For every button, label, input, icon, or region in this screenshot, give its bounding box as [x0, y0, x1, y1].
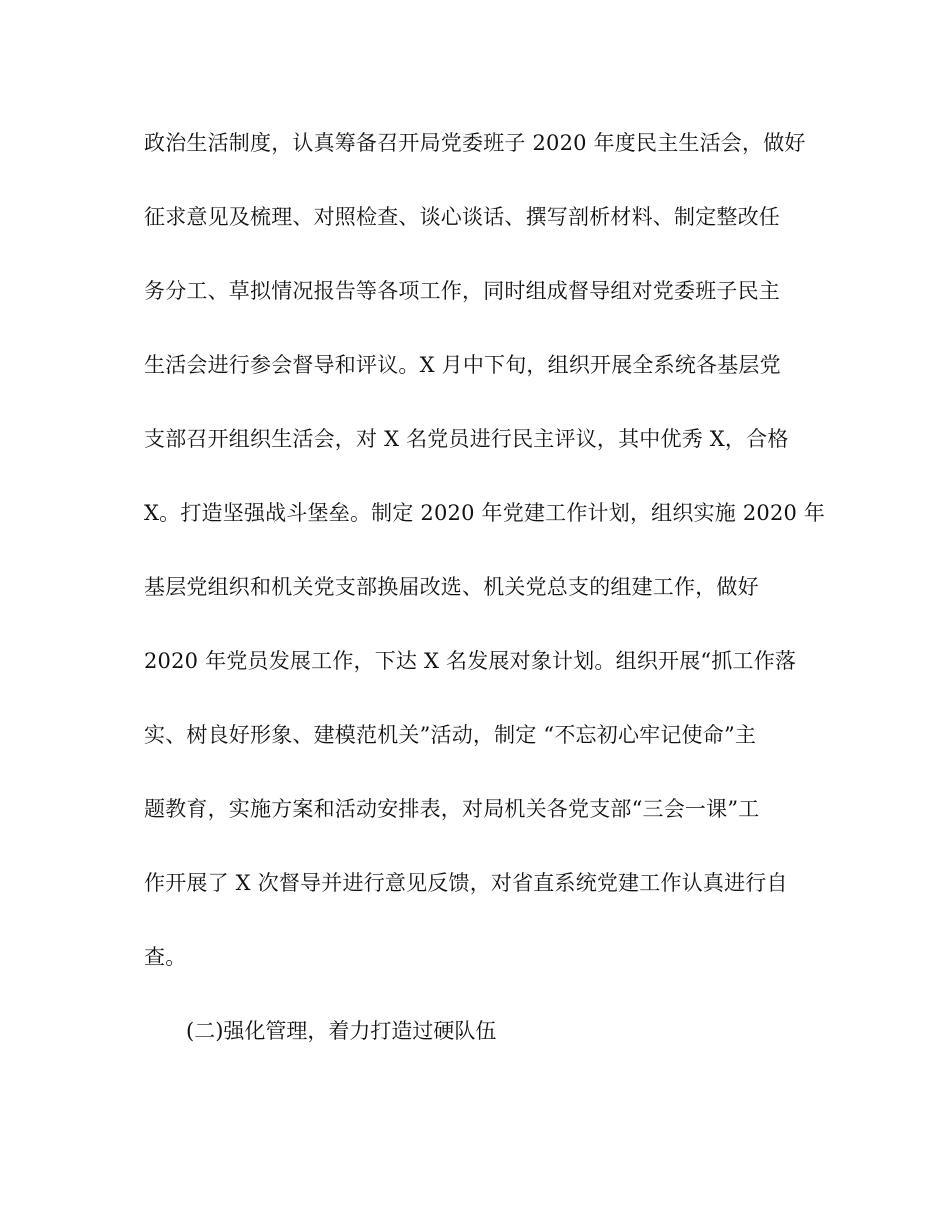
- section-heading: (二)强化管理，着力打造过硬队伍: [186, 1019, 497, 1043]
- paragraph-line: 查。: [144, 945, 187, 969]
- paragraph-line: X。打造坚强战斗堡垒。制定 2020 年党建工作计划，组织实施 2020 年: [144, 501, 826, 525]
- paragraph-line: 基层党组织和机关党支部换届改选、机关党总支的组建工作，做好: [144, 575, 759, 599]
- paragraph-line: 作开展了 X 次督导并进行意见反馈，对省直系统党建工作认真进行自: [144, 871, 788, 895]
- paragraph-line: 生活会进行参会督导和评议。X 月中下旬，组织开展全系统各基层党: [144, 353, 781, 377]
- paragraph-line: 支部召开组织生活会，对 X 名党员进行民主评议，其中优秀 X，合格: [144, 427, 789, 451]
- paragraph-line: 实、树良好形象、建模范机关”活动，制定 “不忘初心牢记使命”主: [144, 723, 757, 747]
- paragraph-line: 2020 年党员发展工作，下达 X 名发展对象计划。组织开展“抓工作落: [144, 649, 797, 673]
- paragraph-line: 题教育，实施方案和活动安排表，对局机关各党支部“三会一课”工: [144, 797, 760, 821]
- paragraph-line: 务分工、草拟情况报告等各项工作，同时组成督导组对党委班子民主: [144, 279, 780, 303]
- paragraph-line: 征求意见及梳理、对照检查、谈心谈话、撰写剖析材料、制定整改任: [144, 205, 780, 229]
- paragraph-line: 政治生活制度，认真筹备召开局党委班子 2020 年度民主生活会，做好: [144, 131, 806, 155]
